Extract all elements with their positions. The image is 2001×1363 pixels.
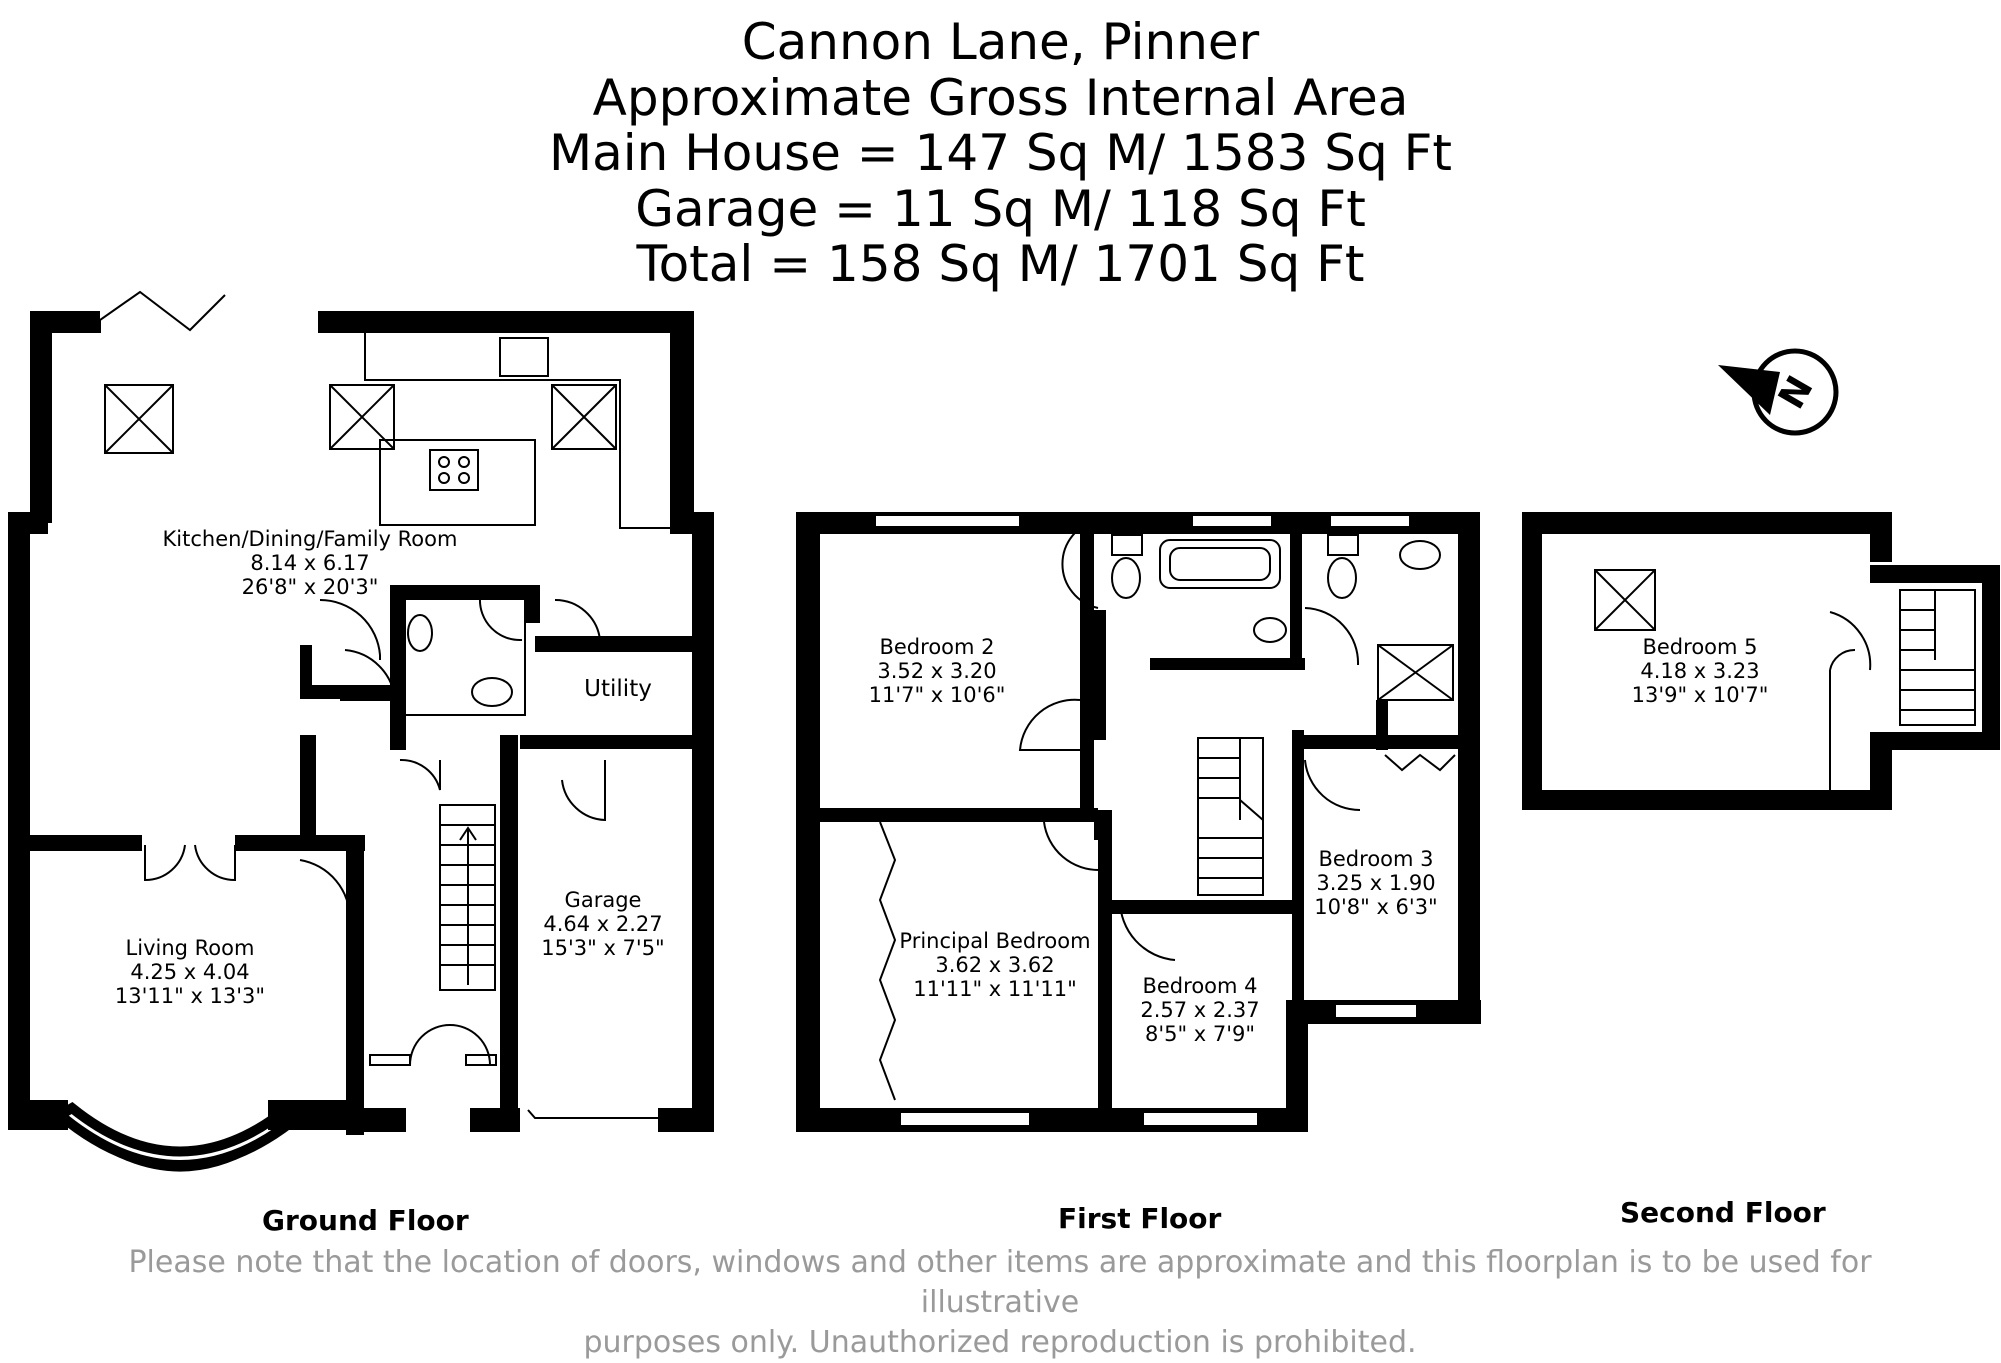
first-floor-label: First Floor bbox=[1058, 1202, 1222, 1235]
kitchen-imperial: 26'8" x 20'3" bbox=[241, 575, 379, 599]
compass-letter: N bbox=[1771, 369, 1822, 417]
disclaimer-line-2: purposes only. Unauthorized reproduction is prohibited. bbox=[583, 1325, 1417, 1360]
skylight-icon bbox=[552, 385, 616, 449]
kitchen-worktop bbox=[365, 333, 670, 528]
bedroom2-imperial: 11'7" x 10'6" bbox=[868, 683, 1006, 707]
living-metric: 4.25 x 4.04 bbox=[130, 960, 250, 984]
principal-imperial: 11'11" x 11'11" bbox=[913, 977, 1077, 1001]
bedroom3-metric: 3.25 x 1.90 bbox=[1316, 871, 1436, 895]
title-line-1: Cannon Lane, Pinner bbox=[741, 13, 1260, 71]
garage-name: Garage bbox=[564, 888, 642, 912]
bedroom5-metric: 4.18 x 3.23 bbox=[1640, 659, 1760, 683]
cloakroom bbox=[405, 595, 525, 715]
compass bbox=[1718, 351, 1836, 433]
second-floor-label: Second Floor bbox=[1620, 1196, 1826, 1229]
garage-metric: 4.64 x 2.27 bbox=[543, 912, 663, 936]
bedroom4-name: Bedroom 4 bbox=[1142, 974, 1258, 998]
kitchen-metric: 8.14 x 6.17 bbox=[250, 551, 370, 575]
disclaimer-line-1: Please note that the location of doors, windows and other items are approximate and this floorplan is to be used for illustrative bbox=[128, 1245, 1872, 1320]
first-floor-walls bbox=[796, 512, 1481, 1132]
bedroom5-imperial: 13'9" x 10'7" bbox=[1631, 683, 1769, 707]
kitchen-name: Kitchen/Dining/Family Room bbox=[162, 527, 458, 551]
wardrobe bbox=[880, 822, 895, 1100]
bedroom2-metric: 3.52 x 3.20 bbox=[877, 659, 997, 683]
basin-icon bbox=[1400, 541, 1440, 569]
utility-name: Utility bbox=[584, 676, 652, 702]
principal-metric: 3.62 x 3.62 bbox=[935, 953, 1055, 977]
bedroom5-name: Bedroom 5 bbox=[1642, 635, 1758, 659]
basin-icon bbox=[408, 615, 432, 651]
kitchen-island bbox=[380, 440, 535, 525]
bedroom3-imperial: 10'8" x 6'3" bbox=[1314, 895, 1438, 919]
bedroom3-name: Bedroom 3 bbox=[1318, 847, 1434, 871]
bay-window bbox=[60, 1108, 300, 1165]
toilet-icon bbox=[472, 678, 512, 706]
title-line-3: Main House = 147 Sq M/ 1583 Sq Ft bbox=[548, 124, 1453, 182]
sink-icon bbox=[500, 338, 548, 376]
bifold-door bbox=[100, 292, 225, 333]
skylight-icon bbox=[105, 385, 173, 453]
living-imperial: 13'11" x 13'3" bbox=[114, 984, 266, 1008]
title-line-2: Approximate Gross Internal Area bbox=[592, 69, 1409, 127]
garage-imperial: 15'3" x 7'5" bbox=[541, 936, 665, 960]
basin-icon bbox=[1254, 618, 1286, 642]
bedroom4-metric: 2.57 x 2.37 bbox=[1140, 998, 1260, 1022]
title-line-5: Total = 158 Sq M/ 1701 Sq Ft bbox=[636, 235, 1365, 293]
toilet-icon bbox=[1328, 558, 1356, 598]
principal-name: Principal Bedroom bbox=[899, 929, 1091, 953]
staircase bbox=[1198, 738, 1263, 895]
living-name: Living Room bbox=[125, 936, 255, 960]
bedroom2-name: Bedroom 2 bbox=[879, 635, 995, 659]
disclaimer bbox=[60, 1243, 1940, 1363]
title-line-4: Garage = 11 Sq M/ 118 Sq Ft bbox=[635, 180, 1366, 238]
ground-floor-label: Ground Floor bbox=[262, 1204, 469, 1237]
bedroom4-imperial: 8'5" x 7'9" bbox=[1144, 1022, 1256, 1046]
hob-icon bbox=[430, 450, 478, 490]
skylight-icon bbox=[330, 385, 394, 449]
toilet-icon bbox=[1112, 558, 1140, 598]
skylight-icon bbox=[1595, 570, 1655, 630]
ground-floor-walls bbox=[8, 311, 714, 1135]
second-floor-walls bbox=[1522, 512, 2000, 810]
